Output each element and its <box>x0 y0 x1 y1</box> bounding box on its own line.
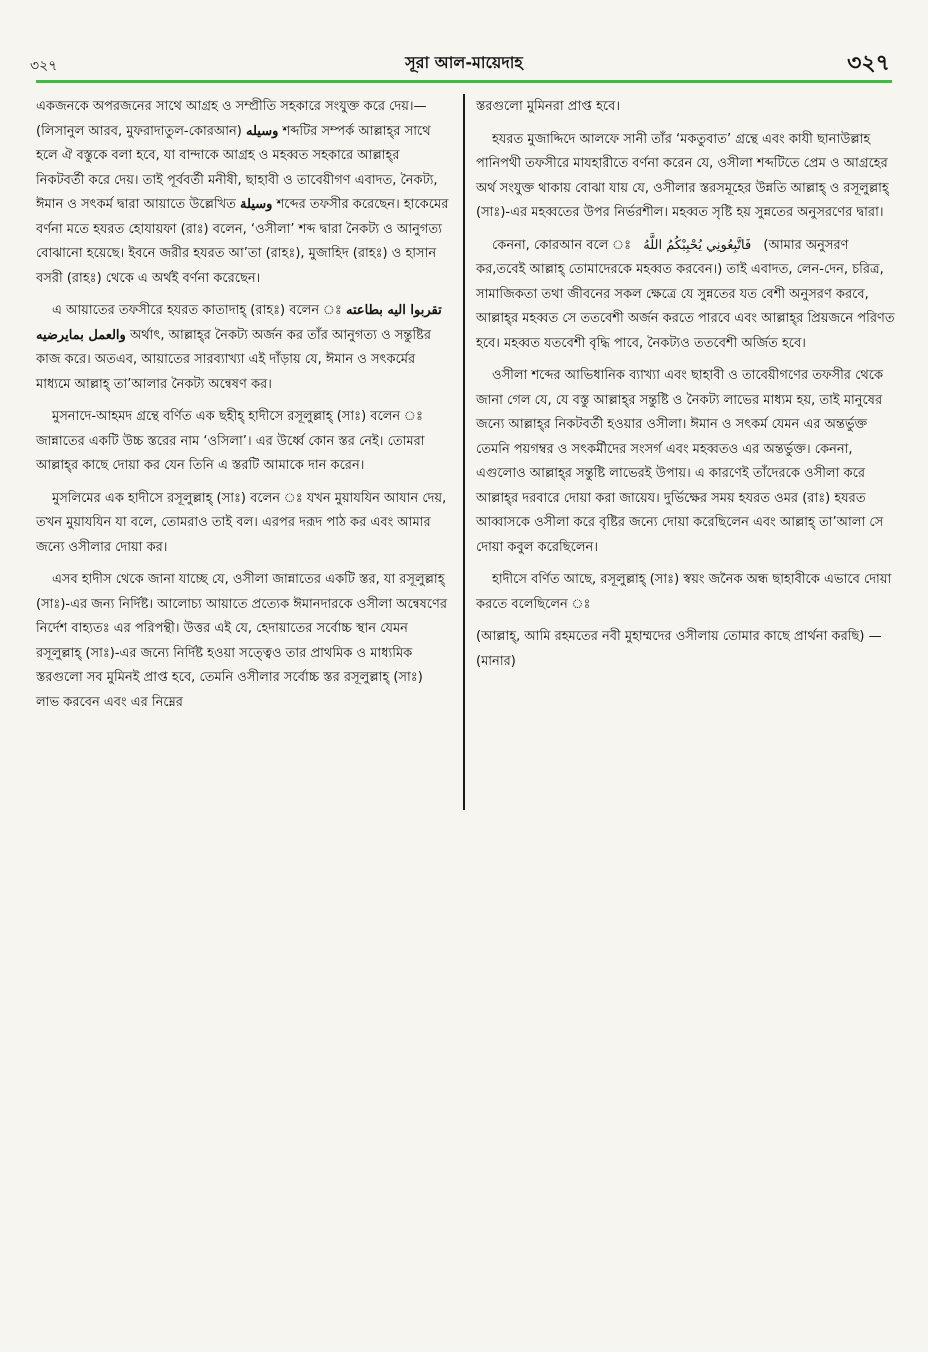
paragraph-text: অর্থাৎ, আল্লাহ্‌র নৈকট্য অর্জন কর তাঁর আনুগত্য ও সন্তুষ্টির কাজ করে। অতএব, আয়াতের সারব্যাখ্যা এই দাঁড়ায় যে, ঈমান ও সৎকর্মের মাধ্যমে আল্লাহ্ তা’আলার নৈকট্য অন্বেষণ কর। <box>36 327 431 392</box>
paragraph: মুসনাদে-আহমদ গ্রন্থে বর্ণিত এক ছহীহ্ হাদীসে রসূলুল্লাহ্ (সাঃ) বলেন ঃ জান্নাতের একটি উচ্চ স্তরের নাম ‘ওসিলা’। এর উর্ধ্বে কোন স্তর নেই। তোমরা আল্লাহ্‌র কাছে দোয়া কর যেন তিনি এ স্তরটি আমাকে দান করেন। <box>36 409 425 473</box>
arabic-quote: تقربوا اليه بطاعته والعمل بمايرضيه <box>36 303 442 343</box>
paragraph-text: শব্দটির সম্পর্ক আল্লাহ্‌র সাথে হলে ঐ বস্তুকে বলা হবে, যা বান্দাকে আগ্রহ ও মহব্বত সহকারে আল্লাহ্‌র নিকটবর্তী করে দেয়। তাই পূর্ববর্তী মনীষী, ছাহাবী ও তাবেয়ীগণ এবাদত, নৈকট্য, ঈমান ও সৎকর্ম দ্বারা আয়াতে উল্লেখিত <box>36 123 438 212</box>
paragraph: স্তরগুলো মুমিনরা প্রাপ্ত হবে। <box>476 99 621 114</box>
paragraph: মুসলিমের এক হাদীসে রসূলুল্লাহ্ (সাঃ) বলেন ঃ যখন মুয়াযযিন আযান দেয়, তখন মুয়াযযিন যা বলে, তোমরাও তাই বল। এরপর দরূদ পাঠ কর এবং আমার জন্যে ওসীলার দোয়া কর। <box>36 490 447 555</box>
paragraph: এসব হাদীস থেকে জানা যাচ্ছে যে, ওসীলা জান্নাতের একটি স্তর, যা রসূলুল্লাহ্ (সাঃ)-এর জন্য নির্দিষ্ট। আলোচ্য আয়াতে প্রত্যেক ঈমানদারকে ওসীলা অন্বেষণের নির্দেশ বাহ্যতঃ এর পরিপন্থী। উত্তর এই যে, হেদায়াতের সর্বোচ্চ স্থান যেমন রসূলুল্লাহ্ (সাঃ)-এর জন্যে নির্দিষ্ট হওয়া সত্ত্বেও তার প্রাথমিক ও মাধ্যমিক স্তরগুলো সব মুমিনই প্রাপ্ত হবে, তেমনি ওসীলার সর্বোচ্চ স্তর রসূলুল্লাহ্ (সাঃ) লাভ করবেন এবং এর নিম্নের <box>36 572 448 710</box>
right-column <box>476 95 896 682</box>
paragraph <box>36 299 450 397</box>
paragraph-text: একজনকে অপরজনের সাথে আগ্রহ ও সম্প্রীতি সহকারে সংযুক্ত করে দেয়।—(লিসানুল আরব, মুফরাদাতুল-কোরআন) <box>36 99 427 139</box>
page-number-right: ৩২৭ <box>847 51 890 76</box>
arabic-word: وسيله <box>246 123 279 139</box>
column-divider <box>463 94 465 810</box>
paragraph-text: কেননা, কোরআন বলে ঃ <box>492 237 632 253</box>
paragraph-text: শব্দের তফসীর করেছেন। হাকেমের বর্ণনা মতে হযরত হোযায়ফা (রাঃ) বলেন, ‘ওসীলা’ শব্দ দ্বারা নৈকট্য ও আনুগত্য বোঝানো হয়েছে। ইবনে জরীর হযরত আ’তা (রাহঃ), মুজাহিদ (রাহঃ) ও হাসান বসরী (রাহঃ) থেকে এ অর্থই বর্ণনা করেছেন। <box>36 197 449 286</box>
running-title: সূরা আল-মায়েদাহ <box>405 53 523 72</box>
paragraph-text: (আমার অনুসরণ কর,তবেই আল্লাহ্ তোমাদেরকে মহব্বত করবেন।) তাই এবাদত, লেন-দেন, চরিত্র, সামাজিকতা তথা জীবনের সকল ক্ষেত্রে যে সুন্নতের যত বেশী অনুসরণ করবে, আল্লাহ্‌র মহব্বত সে ততবেশী অর্জন করতে পারবে এবং আল্লাহ্‌র প্রিয়জনে পরিণত হবে। মহব্বত যতবেশী বৃদ্ধি পাবে, নৈকট্যও ততবেশী অর্জিত হবে। <box>476 237 895 351</box>
paragraph <box>36 95 450 291</box>
page-header <box>0 0 928 80</box>
paragraph: ওসীলা শব্দের আভিধানিক ব্যাখ্যা এবং ছাহাবী ও তাবেয়ীগণের তফসীর থেকে জানা গেল যে, যে বস্তু আল্লাহ্‌র সন্তুষ্টি ও নৈকট্য লাভের মাধ্যম হয়, তাই মানুষের জন্যে আল্লাহ্‌র নিকটবর্তী হওয়ার ওসীলা। ঈমান ও সৎকর্ম যেমন এর অন্তর্ভুক্ত তেমনি পয়গম্বর ও সৎকর্মীদের সংসর্গ এবং মহব্বতও এর অন্তর্ভুক্ত। কেননা, এগুলোও আল্লাহ্‌র সন্তুষ্টি লাভেরই উপায়। এ কারণেই তাঁদেরকে ওসীলা করে আল্লাহ্‌র দরবারে দোয়া করা জায়েয। দুর্ভিক্ষের সময় হযরত ওমর (রাঃ) হযরত আব্বাসকে ওসীলা করে বৃষ্টির জন্যে দোয়া করেছিলেন এবং আল্লাহ্ তা’আলা সে দোয়া কবুল করেছিলেন। <box>476 368 884 555</box>
paragraph <box>476 234 896 357</box>
page-number-left: ৩২৭ <box>30 58 58 74</box>
arabic-verse: فَاتَّبِعُونِي يُحْبِبْكُمُ اللَّهُ <box>643 237 752 253</box>
header-divider <box>36 80 892 83</box>
paragraph: হযরত মুজাদ্দিদে আলফে সানী তাঁর ‘মকতুবাত’ গ্রন্থে এবং কাযী ছানাউল্লাহ পানিপথী তফসীরে মাযহারীতে বর্ণনা করেন যে, ওসীলা শব্দটিতে প্রেম ও আগ্রহের অর্থ সংযুক্ত থাকায় বোঝা যায় যে, ওসীলার স্তরসমূহের উন্নতি আল্লাহ্ ও রসূলুল্লাহ্ (সাঃ)-এর মহব্বতের উপর নির্ভরশীল। মহব্বত সৃষ্টি হয় সুন্নতের অনুসরণের দ্বারা। <box>476 131 889 220</box>
left-column <box>36 95 450 723</box>
paragraph: (আল্লাহ্, আমি রহমতের নবী মুহাম্মদের ওসীলায় তোমার কাছে প্রার্থনা করছি) — (মানার) <box>476 629 882 669</box>
paragraph-text: এ আয়াতের তফসীরে হযরত কাতাদাহ্ (রাহঃ) বলেন ঃ <box>52 303 342 318</box>
paragraph: হাদীসে বর্ণিত আছে, রসূলুল্লাহ্ (সাঃ) স্বয়ং জনৈক অন্ধ ছাহাবীকে এভাবে দোয়া করতে বলেছিলেন ঃ <box>476 572 892 612</box>
arabic-word: وسيلة <box>240 197 273 212</box>
